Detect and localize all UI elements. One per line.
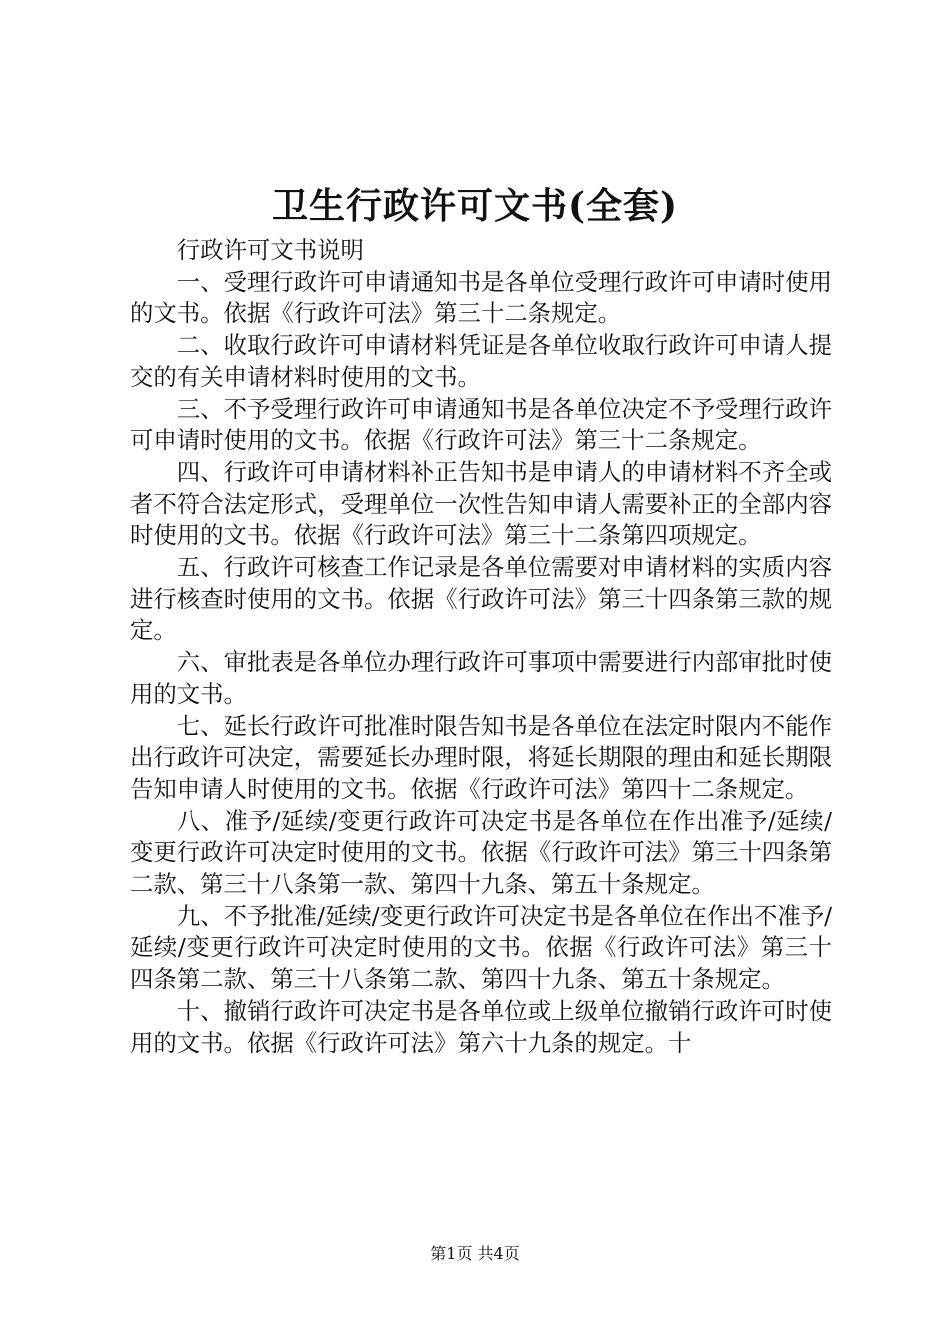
paragraph-item-8: 八、准予/延续/变更行政许可决定书是各单位在作出准予/延续/变更行政许可决定时使用的文书。依据《行政许可法》第三十四条第二款、第三十八条第一款、第四十九条、第五十条规定。 [130, 806, 832, 899]
paragraph-item-4: 四、行政许可申请材料补正告知书是申请人的申请材料不齐全或者不符合法定形式，受理单位一次性告知申请人需要补正的全部内容时使用的文书。依据《行政许可法》第三十二条第四项规定。 [130, 457, 832, 550]
paragraph-item-5: 五、行政许可核查工作记录是各单位需要对申请材料的实质内容进行核查时使用的文书。依据《行政许可法》第三十四条第三款的规定。 [130, 553, 832, 645]
paragraph-intro: 行政许可文书说明 [176, 236, 364, 264]
document-title: 卫生行政许可文书(全套) [271, 185, 679, 227]
page-number-footer: 第1页 共4页 [430, 1244, 520, 1263]
document-body [130, 235, 832, 1059]
paragraph-item-3: 三、不予受理行政许可申请通知书是各单位决定不予受理行政许可申请时使用的文书。依据《行政许可法》第三十二条规定。 [130, 394, 832, 455]
paragraph-item-7: 七、延长行政许可批准时限告知书是各单位在法定时限内不能作出行政许可决定，需要延长办理时限，将延长期限的理由和延长期限告知申请人时使用的文书。依据《行政许可法》第四十二条规定。 [130, 711, 832, 803]
paragraph-item-10: 十、撤销行政许可决定书是各单位或上级单位撤销行政许可时使用的文书。依据《行政许可法》第六十九条的规定。十 [130, 996, 832, 1057]
paragraph-item-2: 二、收取行政许可申请材料凭证是各单位收取行政许可申请人提交的有关申请材料时使用的文书。 [130, 331, 832, 391]
paragraph-item-1: 一、受理行政许可申请通知书是各单位受理行政许可申请时使用的文书。依据《行政许可法》第三十二条规定。 [130, 267, 832, 328]
paragraph-item-9: 九、不予批准/延续/变更行政许可决定书是各单位在作出不准予/延续/变更行政许可决定时使用的文书。依据《行政许可法》第三十四条第二款、第三十八条第二款、第四十九条、第五十条规定。 [130, 901, 832, 994]
paragraph-item-6: 六、审批表是各单位办理行政许可事项中需要进行内部审批时使用的文书。 [130, 648, 832, 708]
